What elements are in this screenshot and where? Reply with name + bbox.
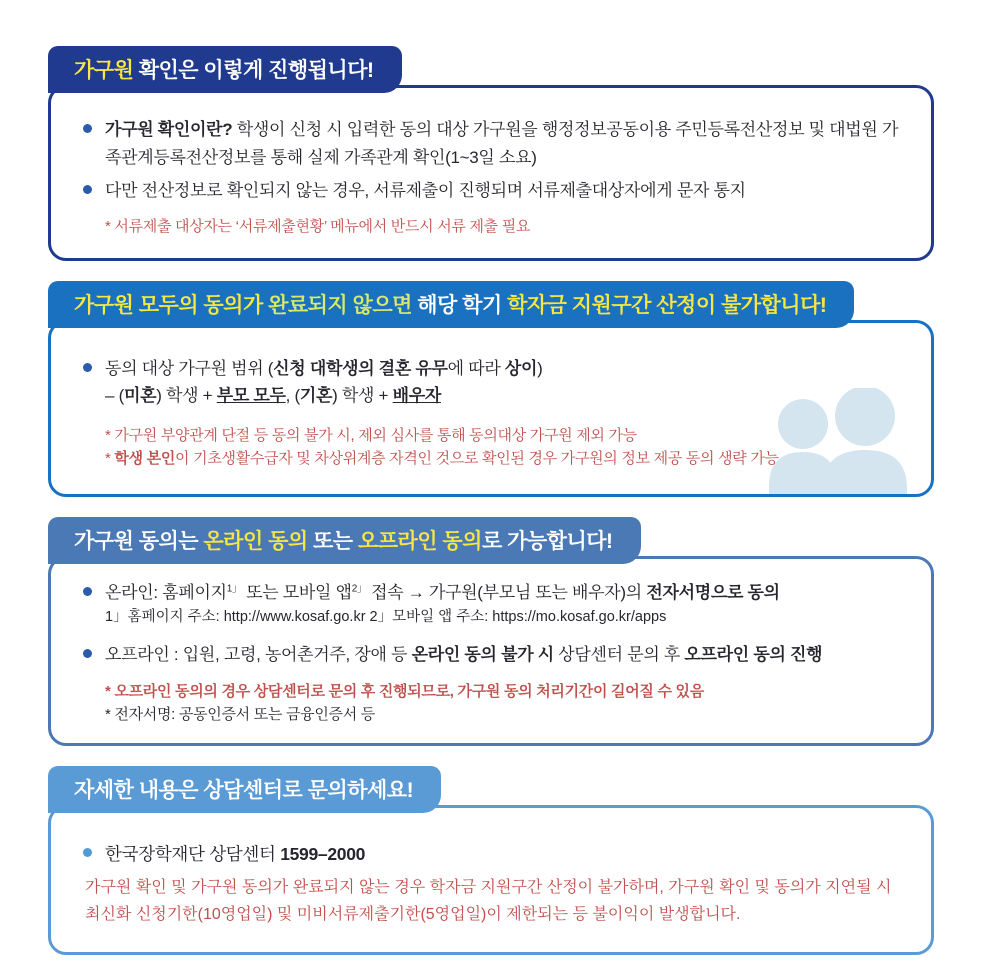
contact-line: 한국장학재단 상담센터 1599–2000 [105,843,366,864]
bullet-text: 동의 대상 가구원 범위 (신청 대학생의 결혼 유무에 따라 상이) [105,358,543,378]
bullet-icon [83,363,92,372]
header2-keyword1: 가구원 모두의 동의가 [74,293,269,317]
list-item [83,840,901,868]
footnote: * 전자서명: 공동인증서 또는 금융인증서 등 [105,706,375,724]
section3-box [48,556,934,745]
header3-keyword1: 온라인 동의 [203,530,308,554]
footnote: * 오프라인 동의의 경우 상담센터로 문의 후 진행되므로, 가구원 동의 처리기간이 길어질 수 있음 [105,683,704,701]
sub-line: – (미혼) 학생 + 부모 모두, (기혼) 학생 + 배우자 [105,386,441,406]
footnote: * 서류제출 대상자는 ‘서류제출현황’ 메뉴에서 반드시 서류 제출 필요 [105,217,531,235]
header2-text: 해당 학기 [411,293,508,317]
section-contact [48,766,934,956]
bullet-text: 오프라인 : 입원, 고령, 농어촌거주, 장애 등 온라인 동의 불가 시 상담센터 문의 후 오프라인 동의 진행 [105,644,823,664]
footnote: * 가구원 부양관계 단절 등 동의 불가 시, 제외 심사를 통해 동의대상 가구원 제외 가능 [105,426,637,444]
section1-box [48,85,934,261]
header3-text2: 또는 [307,530,358,554]
section-consent-methods [48,517,934,745]
header3-text1: 가구원 동의는 [74,530,204,554]
url-line: 1」홈페이지 주소: http://www.kosaf.go.kr 2」모바일 앱 주소: https://mo.kosaf.go.kr/apps [105,608,667,625]
bullet-icon [83,587,92,596]
list-item [83,177,901,205]
bullet-text: 온라인: 홈페이지$^{1」}$ 또는 모바일 앱$^{2」}$ 접속 → 가구원(부모님 또는 배우자)의 전자서명으로 동의 [105,583,780,603]
bullet-icon [83,124,92,133]
header1-text: 확인은 이렇게 진행됩니다! [133,59,374,82]
phone-number: 1599–2000 [280,843,366,864]
section2-header-tab [48,281,854,328]
list-item [83,641,901,669]
footnote: * 학생 본인이 기초생활수급자 및 차상위계층 자격인 것으로 확인된 경우 가구원의 정보 제공 동의 생략 가능 [105,450,779,468]
bullet-text: 다만 전산정보로 확인되지 않는 경우, 서류제출이 진행되며 서류제출대상자에게 문자 통지 [105,181,746,201]
section4-header-tab: 자세한 내용은 상담센터로 문의하세요! [48,766,441,813]
header2-keyword3: 학자금 지원구간 산정이 불가합니다! [507,293,827,317]
section4-box [48,805,934,956]
bullet-text: 가구원 확인이란? 학생이 신청 시 입력한 동의 대상 가구원을 행정정보공동이용 주민등록전산정보 및 대법원 가족관계등록전산정보를 통해 실제 가족관계 확인(1~3일 소요) [105,120,899,167]
header3-keyword2: 오프라인 동의 [357,530,482,554]
header3-text3: 로 가능합니다! [481,530,613,554]
section2-box [48,320,934,498]
header2-keyword2: 완료되지 않으면 [268,293,412,317]
section3-header-tab [48,517,641,564]
section-verification-process [48,46,934,261]
list-item [83,355,901,383]
list-item [83,116,901,171]
bullet-icon [83,848,92,857]
section1-header-tab [48,46,402,93]
bullet-icon [83,649,92,658]
section-consent-required [48,281,934,498]
header1-keyword: 가구원 [74,59,134,82]
list-item [83,579,901,628]
warning-paragraph: 가구원 확인 및 가구원 동의가 완료되지 않는 경우 학자금 지원구간 산정이 불가하며, 가구원 확인 및 동의가 지연될 시 최신화 신청기한(10영업일) 및 미비서류제출기한(5영업일)이 제한되는 등 불이익이 발생합니다. [85,879,892,924]
bullet-icon [83,185,92,194]
